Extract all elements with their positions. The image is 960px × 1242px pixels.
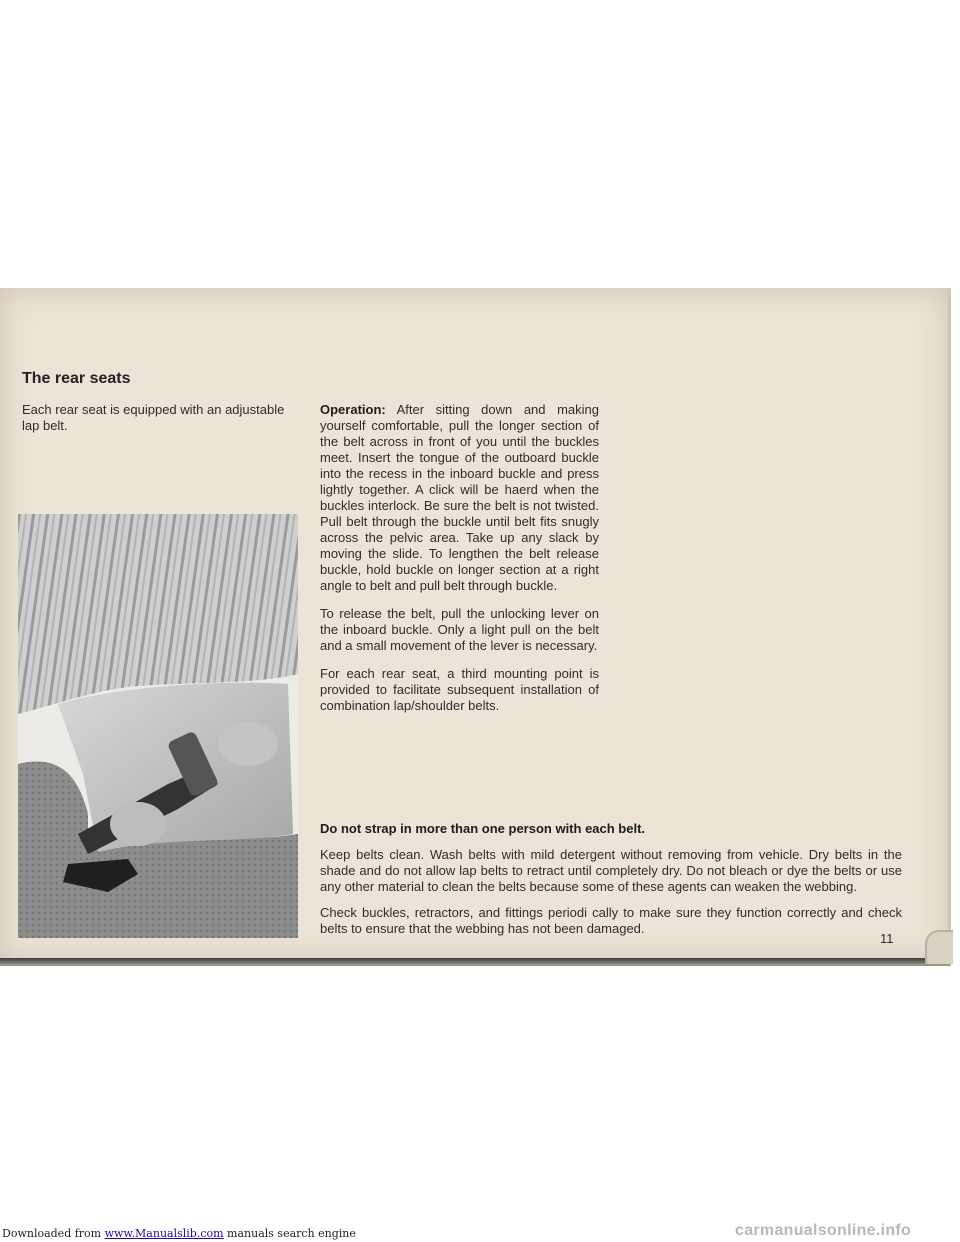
operation-paragraph [320, 402, 599, 594]
footer-suffix: manuals search engine [223, 1227, 356, 1240]
clean-paragraph: Keep belts clean. Wash belts with mild detergent without removing from vehicle. Dry belts in the shade and do not allow lap belts to retract until completely dry. Do not bleach or dye the belts or use any other material to clean the belts because some of these agents can weaken the webbing. [320, 847, 902, 894]
operation-lead: Operation: [320, 402, 386, 417]
footer-link[interactable]: www.Manualslib.com [104, 1227, 224, 1240]
page-number: 11 [880, 931, 894, 946]
footer-prefix: Downloaded from [2, 1227, 105, 1240]
operation-column [320, 402, 599, 726]
watermark: carmanualsonline.info [735, 1222, 912, 1239]
page-curl [925, 930, 953, 964]
warning-text: Do not strap in more than one person with each belt. [320, 821, 646, 836]
care-column [320, 847, 902, 947]
operation-text: After sitting down and making yourself comfortable, pull the longer section of the belt across in front of you until the buckles meet. Insert the tongue of the outboard buckle into the recess in the inboard buckle and press lightly together. A click will be haerd when the buckles interlock. Be sure the belt is not twisted. Pull belt through the buckle until belt fits snugly across the pelvic area. Take up any slack by moving the slide. To lengthen the belt release buckle, hold buckle on longer section at a right angle to belt and pull belt through buckle. [320, 402, 599, 593]
check-paragraph: Check buckles, retractors, and fittings periodi cally to make sure they function correctly and check belts to ensure that the webbing has not been damaged. [320, 905, 902, 936]
section-title: The rear seats [22, 370, 131, 387]
download-footer [2, 1227, 356, 1240]
release-paragraph: To release the belt, pull the unlocking lever on the inboard buckle. Only a light pull on the belt and a small movement of the lever is necessary. [320, 606, 599, 653]
seatbelt-photo [18, 514, 298, 938]
page-edge-shadow [0, 958, 948, 964]
intro-paragraph: Each rear seat is equipped with an adjustable lap belt. [22, 402, 285, 433]
mounting-paragraph: For each rear seat, a third mounting point is provided to facilitate subsequent installation of combination lap/shoulder belts. [320, 666, 599, 713]
